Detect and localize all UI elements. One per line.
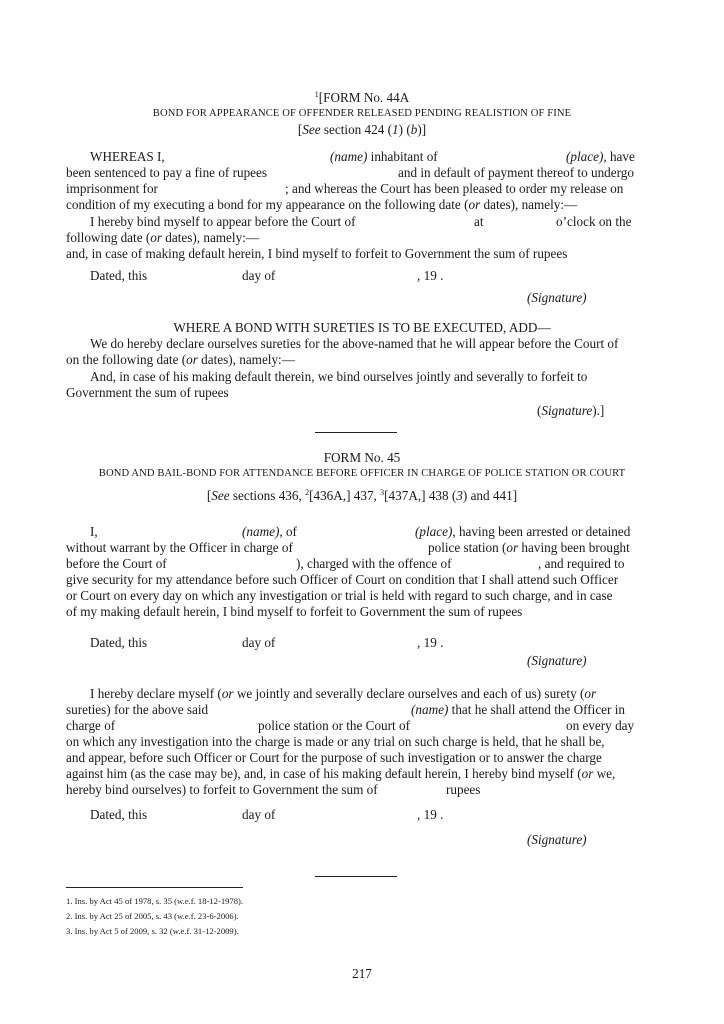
place-placeholder: (place), have (566, 149, 635, 164)
oclock-text: o’clock on the (556, 214, 632, 229)
imprisonment-text: imprisonment for (66, 181, 158, 196)
form45-title: FORM No. 45 (323, 450, 401, 465)
year-label: , 19 . (417, 268, 444, 283)
sureties-signature: (Signature).] (537, 403, 605, 418)
sureties-sum-text: Government the sum of rupees (66, 385, 229, 400)
form44a-title: $^1$[FORM No. 44A (314, 90, 410, 105)
footnote-2: 2. Ins. by Act 25 of 2005, s. 43 (w.e.f. 23-6-2006). (66, 911, 239, 921)
day-of-label: day of (242, 268, 276, 283)
dated-label: Dated, this (90, 268, 148, 283)
f45-bind-ourselves-text: hereby bind ourselves) to forfeit to Government the sum of (66, 782, 378, 797)
at-text: at (474, 214, 484, 229)
footnote-1: 1. Ins. by Act 45 of 1978, s. 35 (w.e.f. 18-12-1978). (66, 896, 244, 906)
f45-required-text: , and required to (538, 556, 625, 571)
fine-text: been sentenced to pay a fine of rupees (66, 165, 268, 180)
f45-against-text: against him (as the case may be), and, in case of his making default herein, I hereby bind myself (or we, (66, 766, 616, 781)
following-date-text: following date (or dates), namely:— (66, 230, 260, 245)
name-placeholder: (name) inhabitant of (330, 149, 438, 164)
footnote-marker: 1 (314, 90, 319, 99)
f45-day-of-label-2: day of (242, 807, 276, 822)
f45-every-day-text: or Court on every day on which any investigation or trial is held with regard to such charge, and in case (66, 588, 613, 603)
f45-above-said-text: sureties) for the above said (66, 702, 209, 717)
signature-label: (Signature) (527, 290, 587, 305)
f45-investigation-text: on which any investigation into the charge is made or any trial on such charge is held, that he shall be, (66, 734, 605, 749)
f45-charge-of-text: charge of (66, 718, 116, 733)
sureties-date-text: on the following date (or dates), namely:— (66, 352, 295, 367)
f45-warrant-text: without warrant by the Officer in charge of (66, 540, 293, 555)
f45-attend-officer-text: (name) that he shall attend the Officer in (411, 702, 625, 717)
bind-appear-text: I hereby bind myself to appear before the Court of (90, 214, 356, 229)
f45-signature-label: (Signature) (527, 653, 587, 668)
f45-police-court-text: police station or the Court of (258, 718, 410, 733)
form45-subtitle: BOND AND BAIL-BOND FOR ATTENDANCE BEFORE OFFICER IN CHARGE OF POLICE STATION OR COURT (98, 468, 626, 479)
condition-text: condition of my executing a bond for my appearance on the following date (or dates), namely:— (66, 197, 578, 212)
section-divider (315, 432, 397, 433)
forfeit-text: and, in case of making default herein, I bind myself to forfeit to Government the sum of rupees (66, 246, 568, 261)
page-number: 217 (352, 966, 372, 981)
f45-i-text: I, (90, 524, 98, 539)
end-divider (315, 876, 397, 877)
f45-appear-text: and appear, before such Officer or Court for the purpose of such investigation or to answer the charge (66, 750, 602, 765)
f45-forfeit-text: of my making default herein, I bind myself to forfeit to Government the sum of rupees (66, 604, 523, 619)
f45-dated-label: Dated, this (90, 635, 148, 650)
f45-security-text: give security for my attendance before such Officer of Court on condition that I shall attend such Officer (66, 572, 619, 587)
f45-rupees-text: rupees (446, 782, 481, 797)
form44a-subtitle: BOND FOR APPEARANCE OF OFFENDER RELEASED PENDING REALISTION OF FINE (152, 108, 572, 119)
f45-place-placeholder: (place), having been arrested or detained (415, 524, 631, 539)
sureties-declare-text: We do hereby declare ourselves sureties for the above-named that he will appear before the Court of (90, 336, 619, 351)
f45-offence-text: ), charged with the offence of (296, 556, 452, 571)
sureties-heading: WHERE A BOND WITH SURETIES IS TO BE EXECUTED, ADD— (173, 320, 551, 335)
whereas-text: WHEREAS I, (90, 149, 165, 164)
default-text: and in default of payment thereof to undergo (398, 165, 634, 180)
f45-surety-declare-text: I hereby declare myself (or we jointly and severally declare ourselves and each of us) surety (or (90, 686, 597, 701)
footnote-rule (66, 887, 243, 888)
f45-name-placeholder: (name), of (242, 524, 297, 539)
f45-year-label-2: , 19 . (417, 807, 444, 822)
f45-year-label: , 19 . (417, 635, 444, 650)
footnote-3: 3. Ins. by Act 5 of 2009, s. 32 (w.e.f. 31-12-2009). (66, 926, 239, 936)
sureties-default-text: And, in case of his making default therein, we bind ourselves jointly and severally to forfeit to (90, 369, 588, 384)
f45-every-day-label: on every day (566, 718, 635, 733)
f45-court-text: before the Court of (66, 556, 167, 571)
f45-day-of-label: day of (242, 635, 276, 650)
form45-section-ref: [See sections 436, $^2$[436A,] 437, $^3$[437A,] 438 (3) and 441] (206, 488, 518, 503)
release-text: ; and whereas the Court has been pleased to order my release on (285, 181, 624, 196)
f45-police-station-text: police station (or having been brought (428, 540, 630, 555)
f45-dated-label-2: Dated, this (90, 807, 148, 822)
form44a-section-ref: [See section 424 (1) (b)] (297, 122, 427, 137)
f45-signature-label-2: (Signature) (527, 832, 587, 847)
